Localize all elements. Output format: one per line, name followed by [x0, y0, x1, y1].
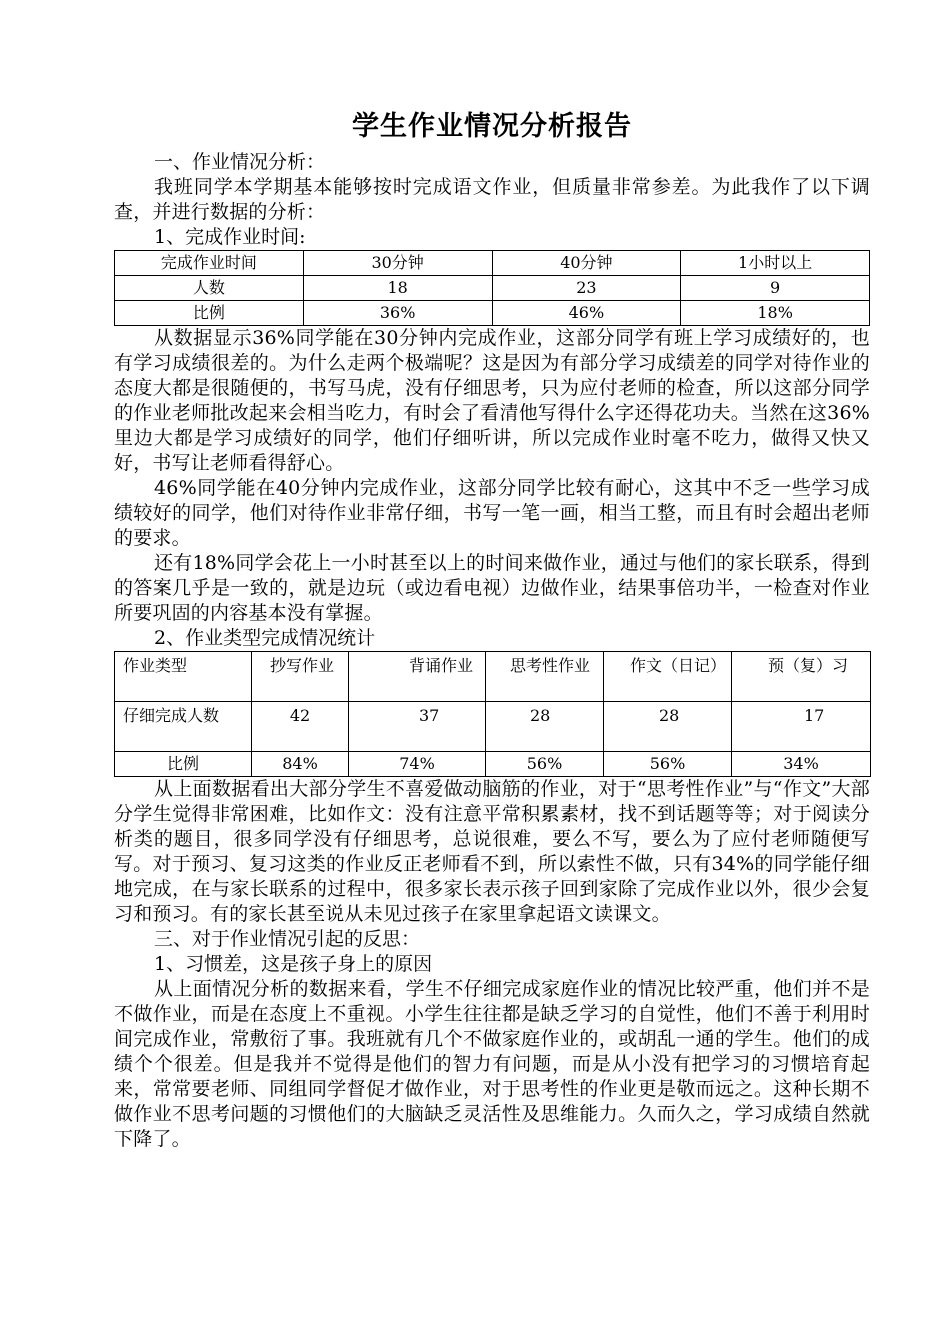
paragraph-30min: 从数据显示36%同学能在30分钟内完成作业，这部分同学有班上学习成绩好的，也有学习成绩很差的。为什么走两个极端呢？这是因为有部分学习成绩差的同学对待作业的态度大都是很随便的，书写马虎，没有仔细思考，只为应付老师的检查，所以这部分同学的作业老师批改起来会相当吃力，有时会了看清他写得什么字还得花功夫。当然在这36%里边大都是学习成绩好的同学，他们仔细听讲，所以完成作业时毫不吃力，做得又快又好，书写让老师看得舒心。	[114, 327, 870, 474]
table-header-row	[115, 251, 870, 276]
table-cell: 18	[303, 276, 492, 301]
table-cell: 1小时以上	[681, 251, 870, 276]
homework-type-table	[114, 651, 871, 777]
subsection-2-heading: 2、作业类型完成情况统计	[154, 627, 376, 649]
table-cell: 36%	[303, 301, 492, 326]
table-cell: 思考性作业	[486, 652, 604, 702]
subsection-1-heading: 1、完成作业时间:	[154, 226, 306, 248]
table-cell: 74%	[349, 752, 486, 777]
table-cell: 37	[349, 702, 486, 752]
table-cell: 28	[604, 702, 732, 752]
table-cell: 人数	[115, 276, 304, 301]
table-cell: 作文（日记）	[604, 652, 732, 702]
document-page	[114, 108, 870, 1152]
table-cell: 预（复）习	[732, 652, 871, 702]
document-title: 学生作业情况分析报告	[352, 111, 632, 142]
section-3-heading: 三、对于作业情况引起的反思：	[154, 928, 421, 950]
table-cell: 30分钟	[303, 251, 492, 276]
table-cell: 42	[252, 702, 349, 752]
table-cell: 56%	[604, 752, 732, 777]
homework-time-table	[114, 250, 870, 326]
paragraph-types-analysis: 从上面数据看出大部分学生不喜爱做动脑筋的作业，对于“思考性作业”与“作文”大部分学生觉得非常困难，比如作文：没有注意平常积累素材，找不到话题等等；对于阅读分析类的题目，很多同学没有仔细思考，总说很难，要么不写，要么为了应付老师随便写写。对于预习、复习这类的作业反正老师看不到，所以索性不做，只有34%的同学能仔细地完成，在与家长联系的过程中，很多家长表示孩子回到家除了完成作业以外，很少会复习和预习。有的家长甚至说从未见过孩子在家里拿起语文读课文。	[114, 778, 870, 925]
table-cell: 作业类型	[115, 652, 252, 702]
intro-paragraph: 我班同学本学期基本能够按时完成语文作业，但质量非常参差。为此我作了以下调查，并进行数据的分析：	[114, 176, 870, 223]
table-row	[115, 276, 870, 301]
table-cell: 背诵作业	[349, 652, 486, 702]
table-cell: 抄写作业	[252, 652, 349, 702]
table-cell: 40分钟	[492, 251, 681, 276]
table-cell: 完成作业时间	[115, 251, 304, 276]
table-cell: 9	[681, 276, 870, 301]
table-row	[115, 702, 871, 752]
table-header-row	[115, 652, 871, 702]
table-cell: 17	[732, 702, 871, 752]
table-cell: 46%	[492, 301, 681, 326]
subsection-3-heading: 1、习惯差，这是孩子身上的原因	[154, 953, 433, 975]
table-cell: 比例	[115, 752, 252, 777]
table-cell: 84%	[252, 752, 349, 777]
table-row	[115, 301, 870, 326]
table-cell: 56%	[486, 752, 604, 777]
table-cell: 仔细完成人数	[115, 702, 252, 752]
table-cell: 比例	[115, 301, 304, 326]
table-cell: 18%	[681, 301, 870, 326]
paragraph-40min: 46%同学能在40分钟内完成作业，这部分同学比较有耐心，这其中不乏一些学习成绩较好的同学，他们对待作业非常仔细，书写一笔一画，相当工整，而且有时会超出老师的要求。	[114, 477, 870, 549]
paragraph-habit: 从上面情况分析的数据来看，学生不仔细完成家庭作业的情况比较严重，他们并不是不做作业，而是在态度上不重视。小学生往往都是缺乏学习的自觉性，他们不善于利用时间完成作业，常敷衍了事。我班就有几个不做家庭作业的，或胡乱一通的学生。他们的成绩个个很差。但是我并不觉得是他们的智力有问题，而是从小没有把学习的习惯培育起来，常常要老师、同组同学督促才做作业，对于思考性的作业更是敬而远之。这种长期不做作业不思考问题的习惯他们的大脑缺乏灵活性及思维能力。久而久之，学习成绩自然就下降了。	[114, 978, 870, 1150]
table-row	[115, 752, 871, 777]
table-cell: 34%	[732, 752, 871, 777]
table-cell: 28	[486, 702, 604, 752]
section-1-heading: 一、作业情况分析：	[154, 151, 326, 173]
paragraph-1hour: 还有18%同学会花上一小时甚至以上的时间来做作业，通过与他们的家长联系，得到的答案几乎是一致的，就是边玩（或边看电视）边做作业，结果事倍功半，一检查对作业所要巩固的内容基本没有掌握。	[114, 552, 870, 624]
table-cell: 23	[492, 276, 681, 301]
